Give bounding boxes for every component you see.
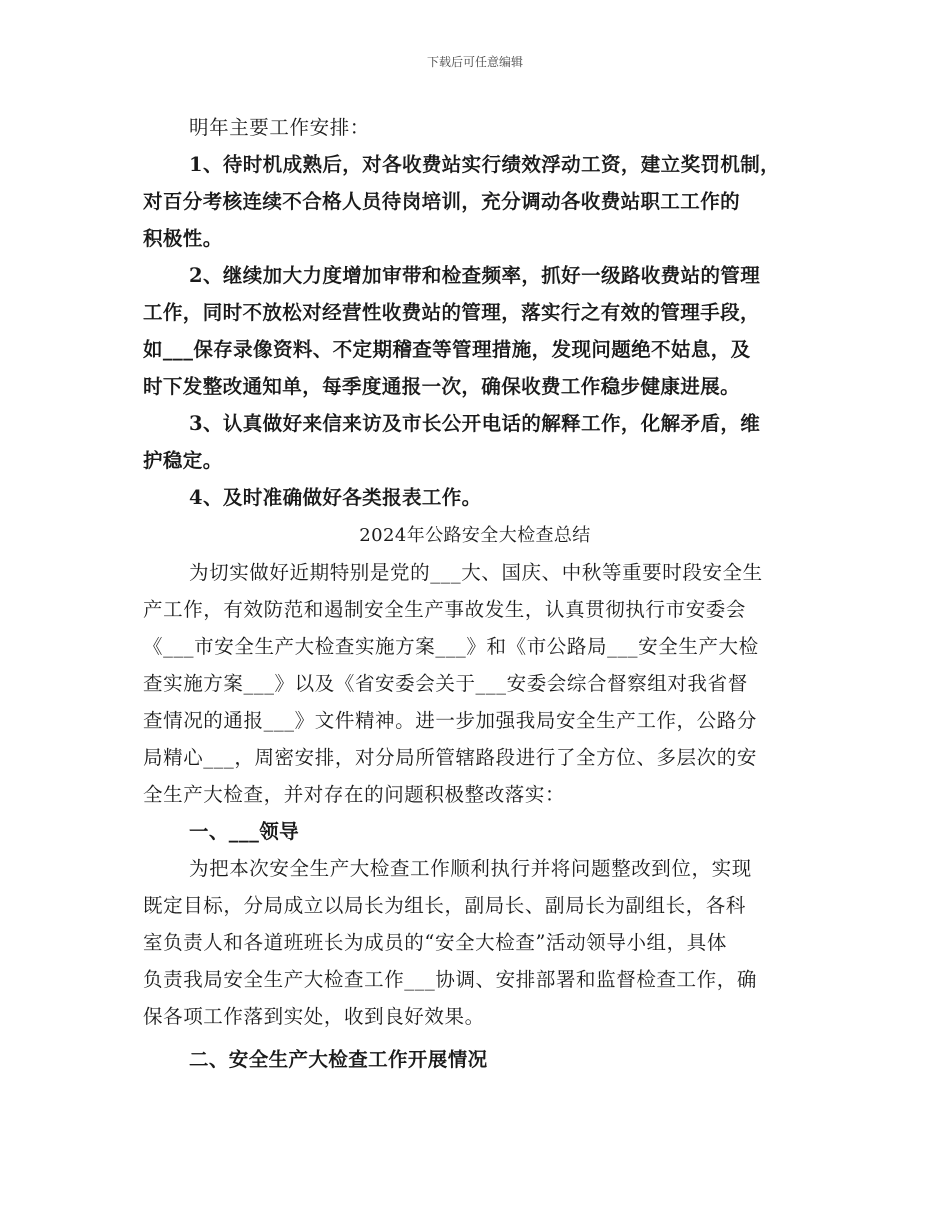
- summary-section: [143, 554, 823, 1078]
- plan-line: 对百分考核连续不合格人员待岗培训，充分调动各收费站职工工作的: [143, 190, 741, 213]
- intro-line: 局精心___，周密安排，对分局所管辖路段进行了全方位、多层次的安: [143, 746, 757, 769]
- section-line: 负责我局安全生产大检查工作___协调、安排部署和监督检查工作，确: [143, 968, 757, 991]
- intro-line: 为切实做好近期特别是党的___大、国庆、中秋等重要时段安全生: [189, 561, 763, 584]
- page-header: 下载后可任意编辑: [426, 55, 523, 69]
- intro-line: 查情况的通报___》文件精神。进一步加强我局安全生产工作，公路分: [143, 709, 757, 732]
- intro-line: 查实施方案___》以及《省安委会关于___安委会综合督察组对我省督: [143, 672, 748, 695]
- plan-line: 2、继续加大力度增加审带和检查频率，抓好一级路收费站的管理: [189, 264, 761, 287]
- plan-line: 护稳定。: [143, 449, 223, 472]
- intro-line: 产工作，有效防范和遏制安全生产事故发生，认真贯彻执行市安委会: [143, 598, 747, 621]
- section-heading: 二、安全生产大检查工作开展情况: [189, 1048, 488, 1071]
- section-line: 室负责人和各道班班长为成员的“安全大检查”活动领导小组，具体: [143, 931, 727, 954]
- section-heading: 一、___领导: [189, 820, 300, 843]
- plan-line: 如___保存录像资料、不定期稽查等管理措施，发现问题绝不姑息，及: [143, 338, 751, 361]
- work-plan-section: [143, 109, 823, 516]
- plan-line: 3、认真做好来信来访及市长公开电话的解释工作，化解矛盾，维: [189, 412, 761, 435]
- plan-line: 4、及时准确做好各类报表工作。: [189, 486, 482, 509]
- plan-line: 时下发整改通知单，每季度通报一次，确保收费工作稳步健康进展。: [143, 375, 741, 398]
- plan-line: 1、待时机成熟后，对各收费站实行绩效浮动工资，建立奖罚机制，: [189, 153, 781, 176]
- section-line: 为把本次安全生产大检查工作顺利执行并将问题整改到位，实现: [189, 857, 752, 880]
- section-line: 既定目标，分局成立以局长为组长，副局长、副局长为副组长，各科: [143, 894, 747, 917]
- plan-line: 积极性。: [143, 227, 223, 250]
- section-line: 保各项工作落到实处，收到良好效果。: [143, 1005, 485, 1028]
- intro-line: 《___市安全生产大检查实施方案___》和《市公路局___安全生产大检: [143, 635, 759, 658]
- intro-line: 全生产大检查，并对存在的问题积极整改落实：: [143, 783, 566, 806]
- summary-title: 2024年公路安全大检查总结: [359, 525, 591, 546]
- plan-line: 工作，同时不放松对经营性收费站的管理，落实行之有效的管理手段，: [143, 301, 760, 324]
- plan-heading: 明年主要工作安排：: [189, 116, 370, 139]
